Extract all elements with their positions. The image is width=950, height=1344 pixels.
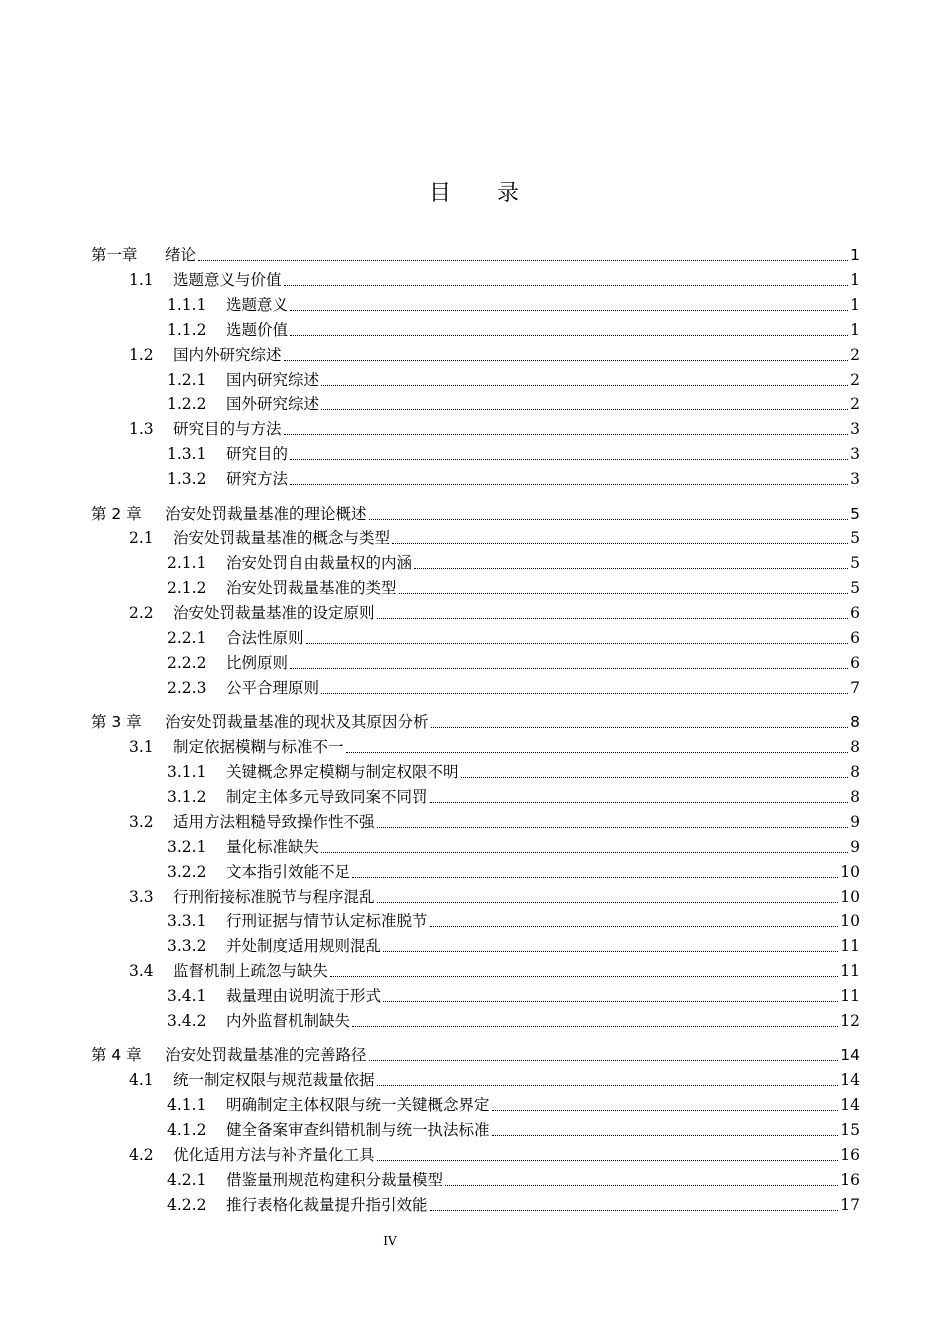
toc-section-entry[interactable]	[129, 343, 860, 365]
toc-entry-number: 3.2.1	[167, 837, 207, 856]
toc-entry-page-number: 16	[840, 1170, 860, 1189]
toc-entry-number: 1.1.1	[167, 295, 207, 314]
toc-subsection-entry[interactable]	[167, 760, 860, 782]
toc-entry-number: 3.4.2	[167, 1012, 207, 1030]
toc-section-entry[interactable]	[129, 417, 860, 439]
toc-subsection-entry[interactable]	[167, 576, 860, 598]
toc-entry-title: 治安处罚裁量基准的现状及其原因分析	[165, 713, 429, 732]
toc-entry-number: 2.2	[129, 604, 154, 623]
toc-entry-title: 裁量理由说明流于形式	[226, 987, 382, 1006]
toc-subsection-entry[interactable]	[167, 467, 860, 489]
toc-section-entry[interactable]	[129, 268, 860, 290]
toc-entry-number: 1.2.2	[167, 395, 207, 414]
toc-entry-number: 3.3	[129, 887, 154, 906]
toc-section-entry[interactable]	[129, 1143, 860, 1165]
toc-entry-title: 选题意义	[226, 295, 289, 314]
toc-entry-number: 1.2.1	[167, 370, 207, 389]
toc-entry-page-number: 12	[840, 1012, 860, 1030]
toc-dot-leader	[290, 667, 848, 669]
toc-entry-number: 4.1	[129, 1071, 154, 1090]
toc-dot-leader	[383, 950, 838, 952]
toc-entry-page-number: 10	[840, 887, 860, 906]
toc-entry-title: 研究方法	[226, 470, 289, 489]
toc-entry-page-number: 5	[850, 554, 860, 573]
toc-entry-page-number: 3	[850, 420, 860, 439]
toc-entry-title: 治安处罚裁量基准的概念与类型	[173, 529, 391, 548]
toc-entry-title: 行刑衔接标准脱节与程序混乱	[173, 887, 375, 906]
toc-entry-number: 3.3.2	[167, 937, 207, 956]
toc-entry-page-number: 9	[850, 812, 860, 831]
toc-entry-title: 内外监督机制缺失	[226, 1012, 351, 1030]
toc-section-entry[interactable]	[129, 810, 860, 832]
toc-dot-leader	[284, 284, 848, 286]
toc-chapter-entry[interactable]	[91, 710, 860, 732]
toc-entry-page-number: 6	[850, 604, 860, 623]
toc-subsection-entry[interactable]	[167, 934, 860, 956]
toc-dot-leader	[352, 876, 838, 878]
toc-entry-page-number: 14	[840, 1046, 860, 1065]
toc-entry-page-number: 14	[840, 1096, 860, 1115]
toc-dot-leader	[352, 1025, 838, 1027]
toc-entry-number: 3.2.2	[167, 862, 207, 881]
toc-subsection-entry[interactable]	[167, 551, 860, 573]
toc-subsection-entry[interactable]	[167, 676, 860, 698]
toc-entry-number: 4.1.1	[167, 1096, 207, 1115]
toc-section-entry[interactable]	[129, 1068, 860, 1090]
toc-dot-leader	[330, 975, 838, 977]
toc-title	[0, 176, 950, 207]
toc-chapter-entry[interactable]	[91, 1043, 860, 1065]
toc-entry-page-number: 6	[850, 653, 860, 672]
toc-entry-number: 2.1	[129, 529, 154, 548]
toc-entry-title: 国内研究综述	[226, 370, 320, 389]
toc-entry-number: 2.2.3	[167, 678, 207, 697]
toc-subsection-entry[interactable]	[167, 626, 860, 648]
toc-entry-page-number: 1	[850, 295, 860, 314]
toc-chapter-entry[interactable]	[91, 243, 860, 265]
toc-subsection-entry[interactable]	[167, 860, 860, 882]
toc-entry-number: 3.2	[129, 812, 154, 831]
toc-entry-page-number: 8	[850, 713, 860, 732]
toc-dot-leader	[377, 1084, 839, 1086]
toc-dot-leader	[377, 1159, 839, 1161]
toc-entry-title: 选题价值	[226, 320, 289, 339]
toc-entry-number: 1.1	[129, 270, 154, 289]
toc-dot-leader	[284, 433, 848, 435]
toc-subsection-entry[interactable]	[167, 984, 860, 1006]
toc-entry-page-number: 11	[840, 962, 860, 981]
toc-entry-number: 3.1.1	[167, 763, 207, 781]
toc-entry-page-number: 9	[850, 837, 860, 856]
toc-entry-page-number: 5	[850, 504, 860, 523]
toc-subsection-entry[interactable]	[167, 1168, 860, 1190]
toc-entry-title: 国内外研究综述	[173, 345, 282, 364]
toc-dot-leader	[284, 359, 848, 361]
toc-entry-title: 明确制定主体权限与统一关键概念界定	[226, 1096, 490, 1115]
toc-title-right: 录	[497, 181, 522, 206]
toc-entry-page-number: 1	[850, 320, 860, 339]
toc-dot-leader	[290, 483, 848, 485]
toc-dot-leader	[198, 259, 848, 261]
toc-entry-number: 3.4	[129, 962, 154, 981]
toc-entry-title: 比例原则	[226, 653, 289, 672]
toc-dot-leader	[290, 458, 848, 460]
toc-entry-page-number: 11	[840, 987, 860, 1006]
toc-entry-title: 适用方法粗糙导致操作性不强	[173, 812, 375, 831]
toc-entry-title: 合法性原则	[226, 629, 304, 647]
toc-section-entry[interactable]	[129, 885, 860, 907]
toc-dot-leader	[306, 642, 848, 644]
toc-entry-page-number: 1	[850, 270, 860, 289]
toc-entry-number: 第 3 章	[91, 713, 142, 732]
toc-entry-title: 监督机制上疏忽与缺失	[173, 962, 329, 981]
toc-entry-title: 制定主体多元导致同案不同罚	[226, 787, 428, 806]
toc-entry-page-number: 1	[850, 246, 860, 264]
toc-entry-number: 第 2 章	[91, 504, 142, 523]
toc-subsection-entry[interactable]	[167, 293, 860, 315]
toc-entry-title: 统一制定权限与规范裁量依据	[173, 1071, 375, 1090]
toc-entry-number: 1.3	[129, 420, 154, 439]
toc-entry-page-number: 3	[850, 445, 860, 464]
toc-entry-number: 1.1.2	[167, 320, 207, 339]
toc-dot-leader	[383, 1000, 838, 1002]
toc-entry-title: 治安处罚裁量基准的完善路径	[165, 1046, 367, 1065]
toc-entry-page-number: 15	[840, 1121, 860, 1140]
toc-entry-number: 1.3.2	[167, 470, 207, 489]
page-number: IV	[383, 1234, 397, 1248]
toc-dot-leader	[290, 309, 848, 311]
toc-entry-title: 绪论	[165, 246, 197, 264]
toc-entry-title: 研究目的	[226, 445, 289, 464]
toc-entry-number: 第一章	[91, 246, 138, 264]
toc-subsection-entry[interactable]	[167, 835, 860, 857]
toc-entry-page-number: 2	[850, 395, 860, 414]
toc-entry-page-number: 8	[850, 763, 860, 781]
toc-section-entry[interactable]	[129, 601, 860, 623]
toc-subsection-entry[interactable]	[167, 368, 860, 390]
toc-dot-leader	[321, 692, 848, 694]
toc-subsection-entry[interactable]	[167, 785, 860, 807]
toc-entry-page-number: 10	[840, 862, 860, 881]
toc-entry-title: 制定依据模糊与标准不一	[173, 738, 344, 757]
toc-dot-leader	[377, 901, 839, 903]
toc-entry-number: 4.2	[129, 1146, 154, 1164]
toc-entry-title: 研究目的与方法	[173, 420, 282, 439]
toc-entry-number: 2.1.1	[167, 554, 207, 573]
toc-entry-page-number: 8	[850, 787, 860, 806]
toc-dot-leader	[430, 801, 848, 803]
toc-subsection-entry[interactable]	[167, 651, 860, 673]
toc-entry-number: 2.2.2	[167, 653, 207, 672]
toc-entry-number: 4.1.2	[167, 1121, 207, 1140]
toc-subsection-entry[interactable]	[167, 1009, 860, 1031]
toc-entry-number: 4.2.2	[167, 1195, 207, 1214]
toc-entry-page-number: 10	[840, 912, 860, 931]
toc-entry-page-number: 2	[850, 345, 860, 364]
toc-entry-title: 选题意义与价值	[173, 270, 282, 289]
toc-entry-title: 行刑证据与情节认定标准脱节	[226, 912, 428, 931]
toc-dot-leader	[461, 776, 848, 778]
toc-entry-title: 治安处罚自由裁量权的内涵	[226, 554, 413, 573]
toc-subsection-entry[interactable]	[167, 1093, 860, 1115]
toc-dot-leader	[321, 851, 848, 853]
toc-dot-leader	[492, 1134, 839, 1136]
toc-section-entry[interactable]	[129, 526, 860, 548]
toc-subsection-entry[interactable]	[167, 1193, 860, 1215]
toc-entry-number: 2.2.1	[167, 629, 207, 647]
toc-dot-leader	[290, 334, 848, 336]
toc-dot-leader	[321, 384, 848, 386]
toc-entry-number: 4.2.1	[167, 1170, 207, 1189]
toc-entry-page-number: 16	[840, 1146, 860, 1164]
toc-dot-leader	[431, 726, 848, 728]
toc-entry-title: 借鉴量刑规范构建积分裁量模型	[226, 1170, 444, 1189]
toc-dot-leader	[430, 1209, 839, 1211]
toc-entry-number: 3.1.2	[167, 787, 207, 806]
toc-entry-title: 治安处罚裁量基准的设定原则	[173, 604, 375, 623]
toc-entry-title: 公平合理原则	[226, 678, 320, 697]
toc-entry-title: 健全备案审查纠错机制与统一执法标准	[226, 1121, 490, 1140]
toc-entry-number: 1.2	[129, 345, 154, 364]
toc-subsection-entry[interactable]	[167, 392, 860, 414]
toc-entry-number: 2.1.2	[167, 579, 207, 598]
toc-dot-leader	[377, 826, 848, 828]
toc-dot-leader	[392, 542, 848, 544]
toc-entry-number: 1.3.1	[167, 445, 207, 464]
toc-entry-page-number: 8	[850, 738, 860, 757]
toc-entry-page-number: 5	[850, 529, 860, 548]
toc-dot-leader	[399, 592, 848, 594]
toc-dot-leader	[369, 518, 848, 520]
toc-entry-number: 3.3.1	[167, 912, 207, 931]
toc-entry-title: 并处制度适用规则混乱	[226, 937, 382, 956]
toc-entry-page-number: 3	[850, 470, 860, 489]
toc-entry-page-number: 2	[850, 370, 860, 389]
toc-entry-page-number: 17	[840, 1195, 860, 1214]
toc-entry-title: 关键概念界定模糊与制定权限不明	[226, 763, 459, 781]
toc-entry-title: 优化适用方法与补齐量化工具	[173, 1146, 375, 1164]
toc-entry-title: 国外研究综述	[226, 395, 320, 414]
toc-title-left: 目	[428, 181, 453, 206]
toc-dot-leader	[369, 1059, 839, 1061]
toc-entry-title: 治安处罚裁量基准的理论概述	[165, 504, 367, 523]
toc-entry-number: 3.4.1	[167, 987, 207, 1006]
toc-dot-leader	[377, 617, 848, 619]
toc-subsection-entry[interactable]	[167, 909, 860, 931]
toc-entry-title: 治安处罚裁量基准的类型	[226, 579, 397, 598]
toc-entry-title: 文本指引效能不足	[226, 862, 351, 881]
toc-chapter-entry[interactable]	[91, 502, 860, 524]
toc-dot-leader	[346, 751, 848, 753]
toc-entry-title: 推行表格化裁量提升指引效能	[226, 1195, 428, 1214]
toc-section-entry[interactable]	[129, 735, 860, 757]
toc-entry-page-number: 7	[850, 678, 860, 697]
toc-dot-leader	[492, 1109, 839, 1111]
toc-subsection-entry[interactable]	[167, 442, 860, 464]
toc-entry-title: 量化标准缺失	[226, 837, 320, 856]
toc-section-entry[interactable]	[129, 959, 860, 981]
toc-entry-page-number: 14	[840, 1071, 860, 1090]
toc-entry-page-number: 5	[850, 579, 860, 598]
toc-entry-number: 第 4 章	[91, 1046, 142, 1065]
toc-entry-number: 3.1	[129, 738, 154, 757]
toc-dot-leader	[321, 408, 848, 410]
toc-entry-page-number: 11	[840, 937, 860, 956]
toc-dot-leader	[445, 1184, 838, 1186]
toc-entry-page-number: 6	[850, 629, 860, 647]
toc-dot-leader	[430, 925, 839, 927]
toc-subsection-entry[interactable]	[167, 318, 860, 340]
toc-subsection-entry[interactable]	[167, 1118, 860, 1140]
toc-dot-leader	[414, 567, 848, 569]
